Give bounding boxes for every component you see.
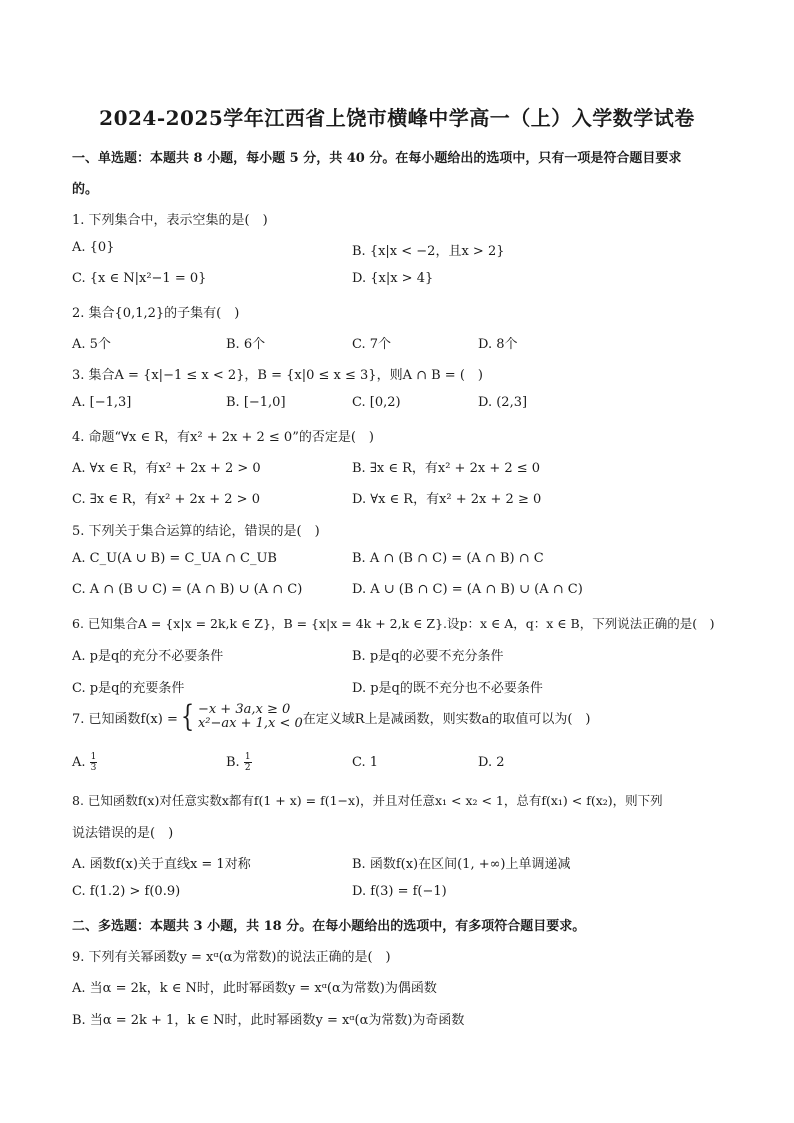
q4-option-b: B. ∃x ∈ R，有x² + 2x + 2 ≤ 0	[352, 461, 541, 476]
q3-option-c: C. [0,2)	[352, 395, 401, 410]
fraction-one-third	[90, 752, 98, 773]
section-2-heading: 二、多选题：本题共 3 小题，共 18 分。在每小题给出的选项中，有多项符合题目要求。	[72, 919, 586, 934]
q4-option-a: A. ∀x ∈ R，有x² + 2x + 2 > 0	[72, 461, 261, 476]
q8-option-b: B. 函数f(x)在区间(1, +∞)上单调递减	[352, 857, 571, 872]
piecewise-brace: {	[180, 699, 195, 734]
fraction-denominator: 2	[244, 763, 251, 773]
q2-option-b: B. 6个	[226, 337, 266, 352]
page-title: 2024-2025学年江西省上饶市横峰中学高一（上）入学数学试卷	[99, 106, 695, 130]
q7-option-d: D. 2	[478, 755, 505, 770]
piecewise-case-2: x²−ax + 1,x < 0	[197, 716, 303, 731]
q7-option-b	[226, 752, 252, 773]
q1-option-a: A. {0}	[72, 240, 115, 255]
q1-stem: 1. 下列集合中，表示空集的是( )	[72, 213, 268, 228]
q1-option-b: B. {x|x < −2，且x > 2}	[352, 244, 505, 259]
q3-option-b: B. [−1,0]	[226, 395, 286, 410]
q5-option-c: C. A ∩ (B ∪ C) = (A ∩ B) ∪ (A ∩ C)	[72, 582, 303, 597]
q5-option-b: B. A ∩ (B ∩ C) = (A ∩ B) ∩ C	[352, 551, 544, 566]
q8-stem-cont: 说法错误的是( )	[72, 826, 174, 841]
fraction-one-half	[244, 752, 252, 773]
q6-option-b: B. p是q的必要不充分条件	[352, 649, 504, 664]
q7-option-c: C. 1	[352, 755, 379, 770]
q2-option-d: D. 8个	[478, 337, 518, 352]
q9-stem: 9. 下列有关幂函数y = xᵅ(α为常数)的说法正确的是( )	[72, 950, 391, 965]
section-1-heading-cont: 的。	[72, 182, 99, 197]
fraction-numerator: 1	[90, 752, 97, 762]
piecewise-cases	[198, 703, 303, 731]
q8-option-d: D. f(3) = f(−1)	[352, 884, 447, 899]
q8-stem: 8. 已知函数f(x)对任意实数x都有f(1 + x) = f(1−x)，并且对任意x₁ < x₂ < 1，总有f(x₁) < f(x₂)，则下列	[72, 793, 663, 808]
q1-option-c: C. {x ∈ N|x²−1 = 0}	[72, 271, 207, 286]
q6-stem: 6. 已知集合A = {x|x = 2k,k ∈ Z}，B = {x|x = 4k + 2,k ∈ Z}.设p：x ∈ A，q：x ∈ B，下列说法正确的是( )	[72, 616, 715, 631]
q4-stem: 4. 命题“∀x ∈ R，有x² + 2x + 2 ≤ 0”的否定是( )	[72, 430, 374, 445]
q1-option-d: D. {x|x > 4}	[352, 271, 434, 286]
q7-stem-pre: 7. 已知函数f(x) =	[72, 711, 178, 727]
q7-option-a	[72, 752, 97, 773]
piecewise-case-1: −x + 3a,x ≥ 0	[197, 702, 291, 717]
q2-option-a: A. 5个	[72, 337, 111, 352]
q5-option-d: D. A ∪ (B ∩ C) = (A ∩ B) ∪ (A ∩ C)	[352, 582, 583, 597]
q4-option-c: C. ∃x ∈ R，有x² + 2x + 2 > 0	[72, 492, 260, 507]
q2-option-c: C. 7个	[352, 337, 392, 352]
q6-option-d: D. p是q的既不充分也不必要条件	[352, 681, 543, 696]
q8-option-c: C. f(1.2) > f(0.9)	[72, 884, 181, 899]
q6-option-c: C. p是q的充要条件	[72, 681, 185, 696]
q2-stem: 2. 集合{0,1,2}的子集有( )	[72, 306, 240, 321]
fraction-denominator: 3	[90, 763, 97, 773]
section-1-heading: 一、单选题：本题共 8 小题，每小题 5 分，共 40 分。在每小题给出的选项中，只有一项是符合题目要求	[72, 151, 682, 166]
fraction-numerator: 1	[244, 752, 251, 762]
q8-option-a: A. 函数f(x)关于直线x = 1对称	[72, 857, 251, 872]
q7-option-a-label: A.	[72, 755, 86, 770]
q7-stem	[72, 699, 591, 734]
q3-option-a: A. [−1,3]	[72, 395, 132, 410]
q9-option-a: A. 当α = 2k，k ∈ N时，此时幂函数y = xᵅ(α为常数)为偶函数	[72, 981, 437, 996]
q7-option-b-label: B.	[226, 755, 240, 770]
q7-stem-post: 在定义域R上是减函数，则实数a的取值可以为( )	[302, 711, 591, 727]
q3-stem: 3. 集合A = {x|−1 ≤ x < 2}，B = {x|0 ≤ x ≤ 3}，则A ∩ B = ( )	[72, 368, 483, 383]
q5-option-a: A. C_U(A ∪ B) = C_UA ∩ C_UB	[72, 551, 277, 566]
q9-option-b: B. 当α = 2k + 1，k ∈ N时，此时幂函数y = xᵅ(α为常数)为奇函数	[72, 1013, 465, 1028]
q6-option-a: A. p是q的充分不必要条件	[72, 649, 224, 664]
q4-option-d: D. ∀x ∈ R，有x² + 2x + 2 ≥ 0	[352, 492, 542, 507]
q5-stem: 5. 下列关于集合运算的结论，错误的是( )	[72, 524, 320, 539]
q3-option-d: D. (2,3]	[478, 395, 528, 410]
